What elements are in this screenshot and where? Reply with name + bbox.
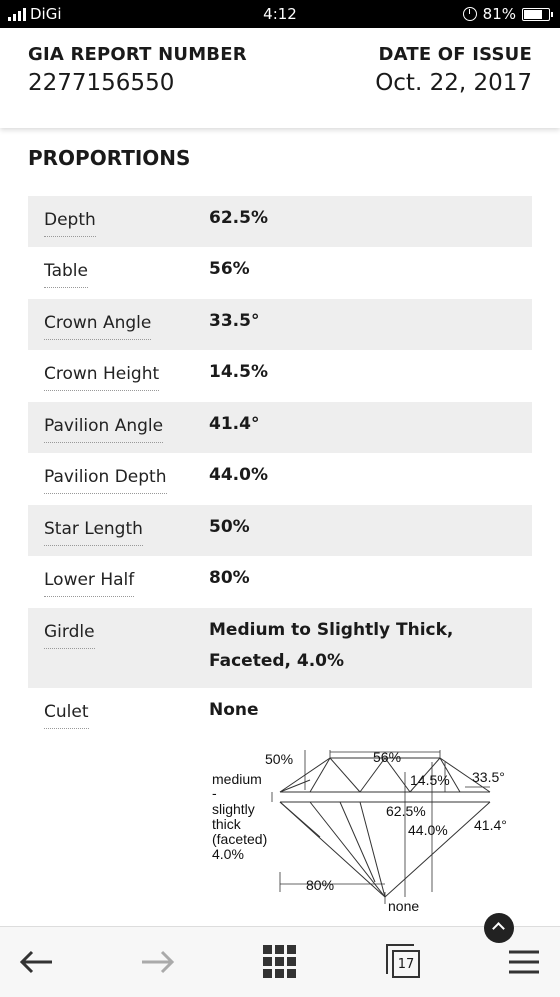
date-of-issue-label: DATE OF ISSUE [378,44,532,65]
forward-arrow-icon[interactable] [134,939,182,985]
label-culet: none [388,898,420,914]
report-number-value: 2277156550 [28,70,175,96]
alarm-icon [463,7,477,21]
row-label[interactable]: Pavilion Depth [28,453,209,505]
label-girdle [212,771,267,862]
svg-text:slightly: slightly [212,801,255,817]
row-label[interactable]: Lower Half [28,556,209,608]
row-value: None [209,700,259,720]
svg-text:thick: thick [212,816,241,832]
row-value: 56% [209,259,250,279]
back-arrow-icon[interactable] [12,939,60,985]
section-title: PROPORTIONS [28,146,191,170]
svg-text:4.0%: 4.0% [212,846,244,862]
menu-icon[interactable] [500,939,548,985]
label-pavilion-depth: 44.0% [408,822,448,838]
status-right [463,5,550,23]
table-row [28,688,532,738]
label-total-depth: 62.5% [386,803,426,819]
row-value: Medium to Slightly Thick, Faceted, 4.0% [209,620,454,671]
table-row [28,608,532,688]
row-value: 62.5% [209,208,268,228]
row-value: 80% [209,568,250,588]
row-label[interactable]: Crown Angle [28,299,209,350]
label-table: 56% [373,749,402,765]
svg-text:medium: medium [212,771,262,787]
carrier-name: DiGi [30,5,62,23]
svg-text:(faceted): (faceted) [212,831,268,847]
row-value: 14.5% [209,362,268,382]
row-label[interactable]: Girdle [28,608,209,688]
scroll-to-top-button[interactable] [484,913,514,943]
svg-text:-: - [212,785,217,801]
apps-grid-icon[interactable] [256,939,304,985]
battery-percent: 81% [482,5,516,23]
proportions-diagram [210,742,530,922]
row-value: 50% [209,517,250,537]
row-label[interactable]: Pavilion Angle [28,402,209,453]
tabs-icon [386,944,422,980]
tabs-button[interactable] [380,939,428,985]
row-label[interactable]: Star Length [28,505,209,556]
label-lower-half: 80% [306,877,335,893]
tab-count: 17 [392,950,420,978]
date-of-issue-value: Oct. 22, 2017 [375,70,532,96]
battery-icon [522,8,550,21]
row-label[interactable]: Table [28,247,209,299]
label-crown-height: 14.5% [410,772,450,788]
bottom-navigation [0,926,560,997]
status-bar [0,0,560,28]
label-pavilion-angle: 41.4° [474,817,507,833]
report-header [0,28,560,128]
row-value: 41.4° [209,414,260,434]
row-label[interactable]: Culet [28,688,209,738]
status-time: 4:12 [263,5,297,23]
row-label[interactable]: Depth [28,196,209,247]
row-value: 44.0% [209,465,268,485]
row-label[interactable]: Crown Height [28,350,209,402]
label-star-length: 50% [265,751,294,767]
proportions-table [28,196,532,738]
label-crown-angle: 33.5° [472,769,505,785]
report-number-label: GIA REPORT NUMBER [28,44,247,65]
row-value: 33.5° [209,311,260,331]
